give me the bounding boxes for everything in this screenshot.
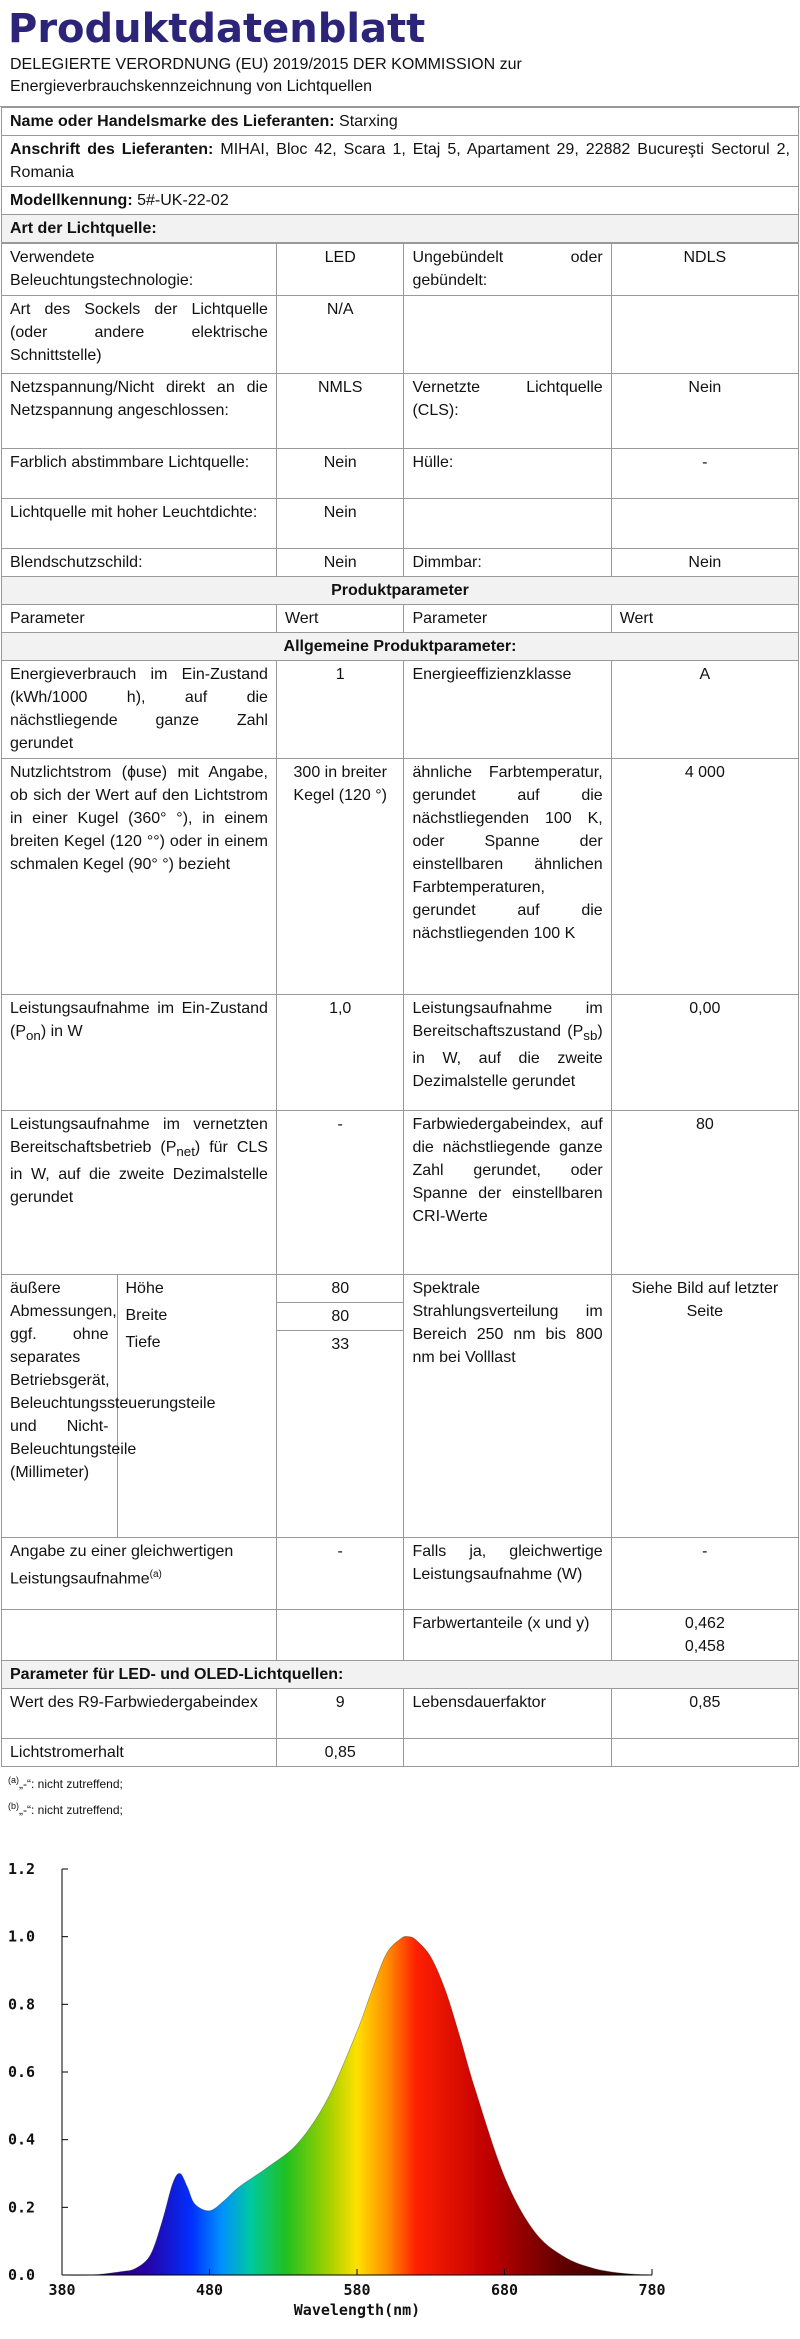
maintenance-label: Lichtstromerhalt bbox=[2, 1739, 277, 1767]
page-title: Produktdatenblatt bbox=[8, 6, 426, 52]
footnote-b bbox=[8, 1795, 792, 1821]
light-source-table bbox=[1, 243, 799, 1767]
y-tick-label: 0.4 bbox=[8, 2130, 36, 2149]
spectrum-plot-area bbox=[8, 1860, 666, 2319]
pon-label-text: Leistungsaufnahme im Ein-Zustand (P bbox=[10, 1000, 268, 1040]
spectrum-area bbox=[62, 1936, 652, 2275]
led-params-heading: Parameter für LED- und OLED-Lichtquellen: bbox=[2, 1661, 799, 1689]
dimensions-label: äußere Abmessungen, ggf. ohne separates Betriebsgerät, Beleuchtungssteuerungsteile und Nicht-Beleuchtungsteile (Millimeter) bbox=[2, 1275, 117, 1537]
glare-value: Nein bbox=[276, 549, 404, 577]
x-tick-label: 680 bbox=[490, 2281, 519, 2299]
energy-label: Energieverbrauch im Ein-Zustand (kWh/1000 h), auf die nächstliegende ganze Zahl gerundet bbox=[2, 661, 277, 759]
equiv-footnote-marker: (a) bbox=[149, 1569, 162, 1580]
directional-label: Ungebündelt oder gebündelt: bbox=[404, 244, 611, 296]
chroma-y-value: 0,458 bbox=[684, 1638, 725, 1655]
equiv-power-value: - bbox=[611, 1538, 798, 1610]
light-source-type-heading: Art der Lichtquelle: bbox=[2, 215, 799, 243]
x-tick-label: 580 bbox=[343, 2281, 371, 2299]
survival-label: Lebensdauerfaktor bbox=[404, 1689, 611, 1739]
x-tick-label: 480 bbox=[195, 2281, 224, 2299]
pnet-value: - bbox=[276, 1111, 404, 1275]
depth-label: Tiefe bbox=[125, 1334, 161, 1351]
general-params-heading: Allgemeine Produktparameter: bbox=[2, 633, 799, 661]
width-value: 80 bbox=[277, 1303, 404, 1331]
equiv-label-text: Angabe zu einer gleichwertigen Leistungsaufnahme bbox=[10, 1543, 234, 1588]
chroma-x-value: 0,462 bbox=[684, 1615, 725, 1632]
tech-value: LED bbox=[276, 244, 404, 296]
directional-value: NDLS bbox=[611, 244, 798, 296]
energy-value: 1 bbox=[276, 661, 404, 759]
footnote-b-text: „-“: nicht zutreffend; bbox=[19, 1803, 123, 1817]
height-label: Höhe bbox=[125, 1280, 164, 1297]
empty-cell bbox=[2, 1610, 277, 1661]
class-value: A bbox=[611, 661, 798, 759]
psb-value: 0,00 bbox=[611, 995, 798, 1111]
y-tick-label: 0.0 bbox=[8, 2266, 36, 2284]
empty-cell bbox=[611, 296, 798, 374]
y-tick-label: 0.8 bbox=[8, 1995, 36, 2014]
cri-label: Farbwiedergabeindex, auf die nächstliegende ganze Zahl gerundet, oder Spanne der einstellbaren CRI-Werte bbox=[404, 1111, 611, 1275]
cls-label: Vernetzte Lichtquelle (CLS): bbox=[404, 374, 611, 449]
height-value: 80 bbox=[277, 1275, 404, 1303]
y-tick-label: 1.0 bbox=[8, 1927, 36, 1946]
empty-cell bbox=[404, 499, 611, 549]
mains-value: NMLS bbox=[276, 374, 404, 449]
spd-label: Spektrale Strahlungsverteilung im Bereich 250 nm bis 800 nm bei Volllast bbox=[404, 1275, 611, 1538]
pnet-subscript: net bbox=[176, 1144, 195, 1160]
pon-subscript: on bbox=[26, 1028, 41, 1044]
glare-label: Blendschutzschild: bbox=[2, 549, 277, 577]
psb-subscript: sb bbox=[583, 1028, 598, 1044]
empty-cell bbox=[611, 1739, 798, 1767]
footnote-a-marker: (a) bbox=[8, 1775, 19, 1785]
col-value-header: Wert bbox=[276, 605, 404, 633]
dimensions-subtable bbox=[118, 1275, 276, 1356]
product-params-heading: Produktparameter bbox=[2, 577, 799, 605]
supplier-name-row bbox=[2, 108, 799, 136]
subtitle-line-1: DELEGIERTE VERORDNUNG (EU) 2019/2015 DER KOMMISSION zur bbox=[10, 56, 522, 73]
x-axis-label: Wavelength(nm) bbox=[293, 2301, 421, 2319]
supplier-address-row bbox=[2, 136, 799, 187]
psb-label bbox=[404, 995, 611, 1111]
empty-cell bbox=[611, 499, 798, 549]
equiv-value: - bbox=[276, 1538, 404, 1610]
supplier-table bbox=[1, 107, 799, 243]
cri-value: 80 bbox=[611, 1111, 798, 1275]
pnet-label-tail: ) für CLS in W, auf die zweite Dezimalstelle gerundet bbox=[10, 1139, 268, 1207]
cap-value: N/A bbox=[276, 296, 404, 374]
pon-label-tail: ) in W bbox=[40, 1023, 83, 1040]
depth-value: 33 bbox=[331, 1336, 350, 1353]
class-label: Energieeffizienzklasse bbox=[404, 661, 611, 759]
cls-value: Nein bbox=[611, 374, 798, 449]
model-row bbox=[2, 187, 799, 215]
regulation-subtitle bbox=[0, 54, 800, 107]
supplier-name-label: Name oder Handelsmarke des Lieferanten: bbox=[10, 113, 335, 130]
tech-label: Verwendete Beleuchtungstechnologie: bbox=[2, 244, 277, 296]
y-tick-label: 1.2 bbox=[8, 1860, 36, 1878]
model-value: 5#-UK-22-02 bbox=[137, 192, 229, 209]
dimensions-layout bbox=[2, 1275, 276, 1537]
flux-label: Nutzlichtstrom (ɸuse) mit Angabe, ob sich der Wert auf den Lichtstrom in einer Kugel (360° °), in einem breiten Kegel (120 °°) oder in einem schmalen Kegel (90° °) bezieht bbox=[2, 759, 277, 995]
survival-value: 0,85 bbox=[611, 1689, 798, 1739]
cap-label: Art des Sockels der Lichtquelle (oder andere elektrische Schnittstelle) bbox=[2, 296, 277, 374]
x-tick-label: 780 bbox=[638, 2281, 666, 2299]
hlls-label: Lichtquelle mit hoher Leuchtdichte: bbox=[2, 499, 277, 549]
r9-label: Wert des R9-Farbwiedergabeindex bbox=[2, 1689, 277, 1739]
spectrum-chart-svg bbox=[0, 1855, 800, 2334]
tunable-label: Farblich abstimmbare Lichtquelle: bbox=[2, 449, 277, 499]
y-tick-label: 0.2 bbox=[8, 2198, 36, 2217]
dimmable-value: Nein bbox=[611, 549, 798, 577]
x-tick-label: 380 bbox=[48, 2281, 76, 2299]
chroma-value bbox=[611, 1610, 798, 1661]
equiv-label bbox=[2, 1538, 277, 1610]
hlls-value: Nein bbox=[276, 499, 404, 549]
dimensions-values bbox=[277, 1275, 404, 1358]
y-tick-label: 0.6 bbox=[8, 2063, 36, 2081]
supplier-name-value: Starxing bbox=[339, 113, 398, 130]
cct-value: 4 000 bbox=[611, 759, 798, 995]
dimensions-values-cell bbox=[276, 1275, 404, 1538]
pon-value: 1,0 bbox=[276, 995, 404, 1111]
model-label: Modellkennung: bbox=[10, 192, 133, 209]
supplier-address-label: Anschrift des Lieferanten: bbox=[10, 141, 214, 158]
empty-cell bbox=[404, 296, 611, 374]
psb-label-tail: ) in W, auf die zweite Dezimalstelle gerundet bbox=[412, 1023, 603, 1091]
tunable-value: Nein bbox=[276, 449, 404, 499]
r9-value: 9 bbox=[276, 1689, 404, 1739]
footnote-a bbox=[8, 1769, 792, 1795]
empty-cell bbox=[404, 1739, 611, 1767]
mains-label: Netzspannung/Nicht direkt an die Netzspannung angeschlossen: bbox=[2, 374, 277, 449]
equiv-power-label: Falls ja, gleichwertige Leistungsaufnahme (W) bbox=[404, 1538, 611, 1610]
dimmable-label: Dimmbar: bbox=[404, 549, 611, 577]
empty-cell bbox=[276, 1610, 404, 1661]
dimensions-cell bbox=[2, 1275, 277, 1538]
psb-label-text: Leistungsaufnahme im Bereitschaftszustand (P bbox=[412, 1000, 603, 1040]
spectrum-chart bbox=[0, 1855, 800, 2334]
supplier-address-value: MIHAI, Bloc 42, Scara 1, Etaj 5, Apartament 29, 22882 Bucureşti Sectorul 2, Romania bbox=[10, 141, 791, 181]
col-parameter-header: Parameter bbox=[2, 605, 277, 633]
subtitle-line-2: Energieverbrauchskennzeichnung von Lichtquellen bbox=[10, 78, 373, 95]
pon-label bbox=[2, 995, 277, 1111]
col-parameter-header: Parameter bbox=[404, 605, 611, 633]
envelope-label: Hülle: bbox=[404, 449, 611, 499]
footnotes bbox=[0, 1767, 800, 1823]
col-value-header: Wert bbox=[611, 605, 798, 633]
spd-value: Siehe Bild auf letzter Seite bbox=[611, 1275, 798, 1538]
cct-label: ähnliche Farbtemperatur, gerundet auf die nächstliegenden 100 K, oder Spanne der einstellbaren ähnlichen Farbtemperaturen, gerundet auf die nächstliegenden 100 K bbox=[404, 759, 611, 995]
width-label: Breite bbox=[125, 1307, 168, 1324]
chroma-label: Farbwertanteile (x und y) bbox=[404, 1610, 611, 1661]
footnote-b-marker: (b) bbox=[8, 1801, 19, 1811]
pnet-label bbox=[2, 1111, 277, 1275]
footnote-a-text: „-“: nicht zutreffend; bbox=[19, 1777, 123, 1791]
envelope-value: - bbox=[611, 449, 798, 499]
flux-value: 300 in breiter Kegel (120 °) bbox=[276, 759, 404, 995]
maintenance-value: 0,85 bbox=[276, 1739, 404, 1767]
pnet-label-text: Leistungsaufnahme im vernetzten Bereitschaftsbetrieb (P bbox=[10, 1116, 268, 1156]
